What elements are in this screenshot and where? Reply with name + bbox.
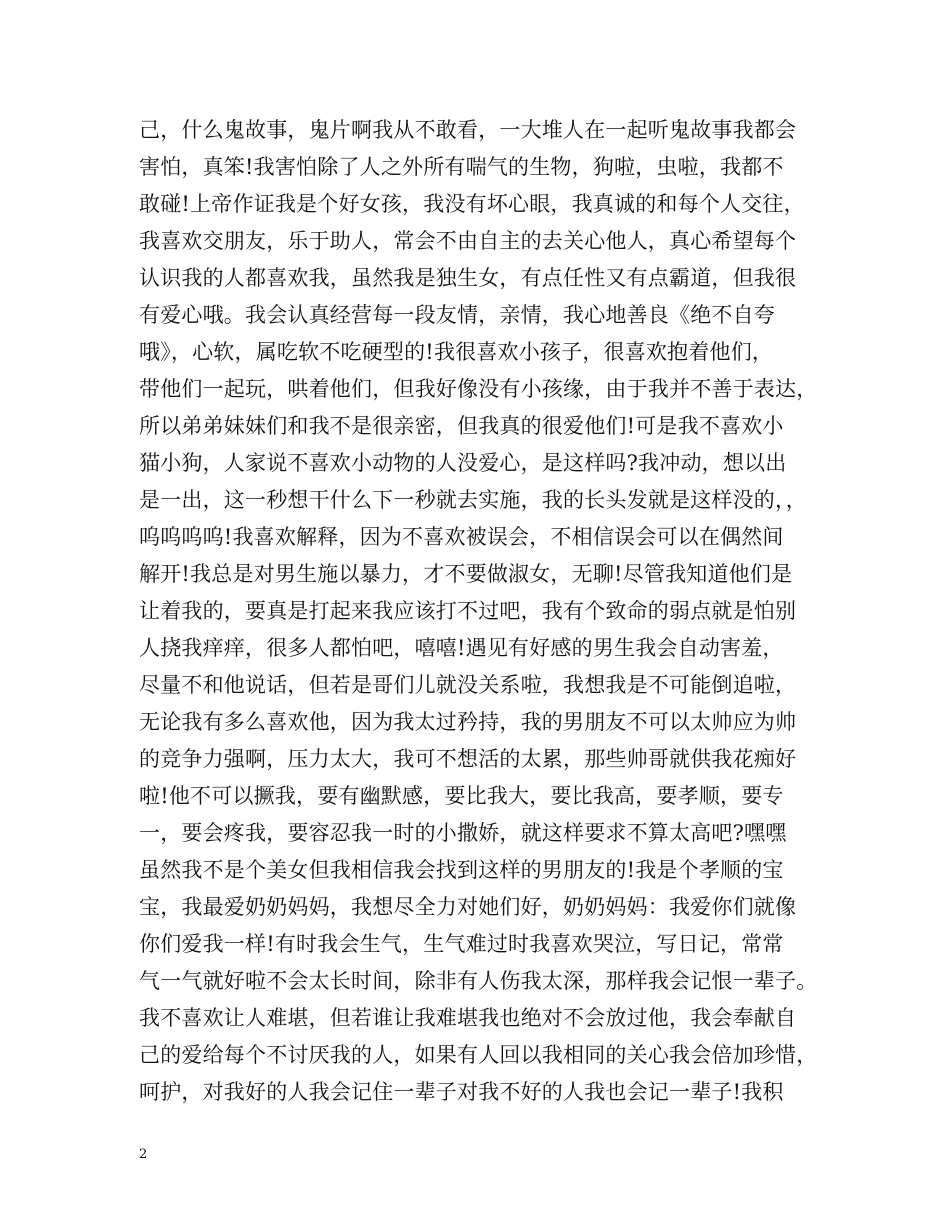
text-line: 有爱心哦。我会认真经营每一段友情，亲情，我心地善良《绝不自夸: [139, 303, 775, 327]
text-line: 我喜欢交朋友，乐于助人，常会不由自主的去关心他人，真心希望每个: [139, 229, 797, 253]
text-line: 是一出，这一秒想干什么下一秒就去实施，我的长头发就是这样没的，，: [139, 488, 807, 512]
text-line: 猫小狗，人家说不喜欢小动物的人没爱心，是这样吗?我冲动，想以出: [139, 451, 787, 475]
page-number: 2: [139, 1147, 148, 1162]
text-line: 让着我的，要真是打起来我应该打不过吧，我有个致命的弱点就是怕别: [139, 599, 797, 623]
text-line: 所以弟弟妹妹们和我不是很亲密，但我真的很爱他们!可是我不喜欢小: [139, 414, 784, 438]
text-line: 人挠我痒痒，很多人都怕吧，嘻嘻!遇见有好感的男生我会自动害羞，: [139, 636, 784, 660]
text-line: 一，要会疼我，要容忍我一时的小撒娇，就这样要求不算太高吧?嘿嘿: [139, 821, 787, 845]
text-line: 尽量不和他说话，但若是哥们儿就没关系啦，我想我是不可能倒追啦，: [139, 673, 797, 697]
text-line: 解开!我总是对男生施以暴力，才不要做淑女，无聊!尽管我知道他们是: [139, 562, 793, 586]
text-line: 害怕，真笨!我害怕除了人之外所有喘气的生物，狗啦，虫啦，我都不: [139, 155, 784, 179]
text-line: 带他们一起玩，哄着他们，但我好像没有小孩缘，由于我并不善于表达，: [139, 377, 818, 401]
text-line: 敢碰!上帝作证我是个好女孩，我没有坏心眼，我真诚的和每个人交往，: [139, 192, 805, 216]
body-text: [139, 112, 829, 1111]
text-line: 你们爱我一样!有时我会生气，生气难过时我喜欢哭泣，写日记，常常: [139, 932, 784, 956]
text-line: 己，什么鬼故事，鬼片啊我从不敢看，一大堆人在一起听鬼故事我都会: [139, 118, 797, 142]
text-line: 己的爱给每个不讨厌我的人，如果有人回以我相同的关心我会倍加珍惜，: [139, 1043, 818, 1067]
text-line: 哦》，心软，属吃软不吃硬型的!我很喜欢小孩子，很喜欢抱着他们，: [139, 340, 774, 364]
text-line: 的竞争力强啊，压力太大，我可不想活的太累，那些帅哥就供我花痴好: [139, 747, 797, 771]
text-line: 认识我的人都喜欢我，虽然我是独生女，有点任性又有点霸道，但我很: [139, 266, 797, 290]
text-line: 无论我有多么喜欢他，因为我太过矜持，我的男朋友不可以太帅应为帅: [139, 710, 797, 734]
text-line: 啦!他不可以撅我，要有幽默感，要比我大，要比我高，要孝顺，要专: [139, 784, 784, 808]
text-line: 虽然我不是个美女但我相信我会找到这样的男朋友的!我是个孝顺的宝: [139, 858, 784, 882]
text-line: 我不喜欢让人难堪，但若谁让我难堪我也绝对不会放过他，我会奉献自: [139, 1006, 797, 1030]
text-line: 呜呜呜呜!我喜欢解释，因为不喜欢被误会，不相信误会可以在偶然间: [139, 525, 784, 549]
text-line: 呵护，对我好的人我会记住一辈子对我不好的人我也会记一辈子!我积: [139, 1080, 784, 1104]
text-line: 宝，我最爱奶奶妈妈，我想尽全力对她们好，奶奶妈妈：我爱你们就像: [139, 895, 797, 919]
text-line: 气一气就好啦不会太长时间，除非有人伤我太深，那样我会记恨一辈子。: [139, 969, 818, 993]
